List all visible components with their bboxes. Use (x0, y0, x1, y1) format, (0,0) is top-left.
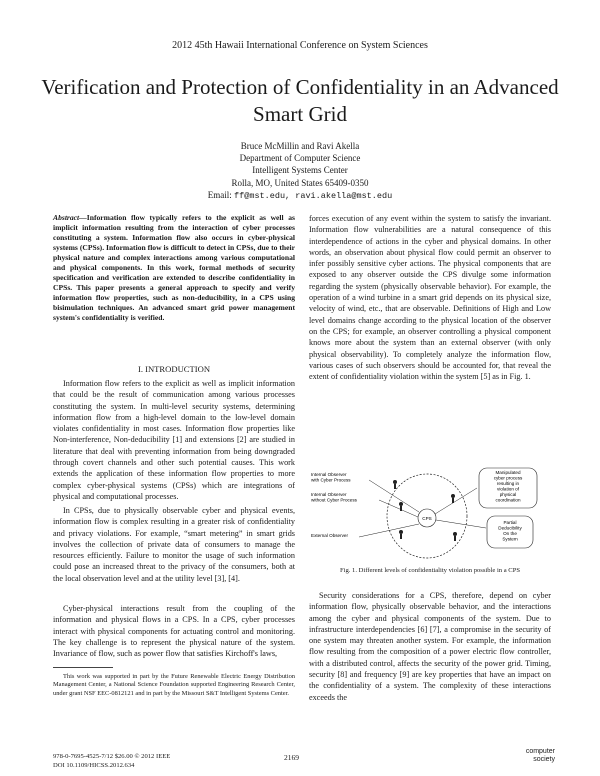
abstract-text: Information flow typically refers to the explicit as well as implicit information resulting from the interaction of cyber processes constituting a system. Information flow also occurs in cyber-physical systems (CPSs). Information flow is difficult to detect in CPSs, due to their physical nature and complex interactions among various computational and physical components. In this work, formal methods of security specification and verification are extended to describe confidentiality in CPSs. This paper presents a general approach to specify and verify information flow properties, such as non-deducibility, in a CPS using bisimulation techniques. An advanced smart grid power management system's confidentiality is verified. (53, 213, 295, 322)
conference-header: 2012 45th Hawaii International Conference on System Sciences (172, 40, 428, 51)
paragraph-text: Cyber-physical interactions result from the coupling of the information and physical flows in a CPS. In a CPS, cyber processes interact with physical components for actuating control and monitoring. The key challenge is to represent the physical nature of the system. Invariance of flow, such as power flow that satisfies Kirchoff's laws, (53, 604, 295, 659)
email-label: Email: (207, 189, 235, 200)
observer-person-icon (399, 502, 403, 511)
observer-person-icon (393, 480, 397, 489)
paper-title: Verification and Protection of Confidentiality in an Advanced Smart Grid (41, 75, 559, 126)
intro-paragraph-3 (53, 603, 295, 659)
observer-internal-without-label: Internal Observer without Cyber Process (311, 492, 357, 503)
paragraph-text: Information flow refers to the explicit as well as implicit information that could be the result of communication among various processes constituting the system. In multi-level security systems, determining information flow from a high-level domain to the low-level domain violates confidentiality in most cases. Information flow properties like Non-interference, Non-deducibility [1] and extensions [2] are studied in literature that deal with preventing information from being downgraded through covert channels and other such potential causes. This work extends the application of these information flow properties to more complex cyber-physical systems (CPSs) which are integrations of physical and computational processes. (53, 379, 295, 501)
observer-external-label: External Observer (311, 533, 349, 538)
doi-line: DOI 10.1109/HICSS.2012.634 (53, 761, 135, 769)
publication-info (53, 753, 170, 770)
observer-person-icon (399, 530, 403, 539)
author-names: Bruce McMillin and Ravi Akella (240, 141, 360, 151)
paragraph-text: Security considerations for a CPS, therefore, depend on cyber information flow, physically observable behavior, and the interactions among the cyber and physical components of the system. Due to infrastructure interdependencies [6] [7], a compromise in the security of one system may threaten another system. For example, the information flow resulting from the composition of a power electric flow controller, with a distributed control, affects the security of the power grid. Timing, security [8] and frequency [9] are key properties that have an impact on the confidentiality of a system. The complexity of these interactions exceeds the (309, 591, 551, 702)
observer-internal-with-label: Internal Observer with Cyber Process (311, 472, 351, 483)
paragraph-text: forces execution of any event within the system to satisfy the invariant. Information flow vulnerabilities are a natural consequence of this interdependence of actions in the cyber and physical domains. In other words, an observation about physical flow could permit an observer to infer possibly sensitive cyber actions. The physical components that are exposed to any observer outside the CPS divulge some information regarding the system (physically observable behavior). For example, the operation of a wind turbine in a smart grid depends on its physical size, velocity of wind, etc., that are observable. Definitions of High and Low level domains change according to the physical location of the observer on the CPS; for example, an observer controlling a physical component knows more about the system than an external observer (with only physical observability). To completely analyze the information flow, various cases of such observers should be accounted for, that reveal the extent of confidentiality violation within the system [5] as in Fig. 1. (309, 214, 551, 382)
manipulated-label: Manipulated cyber process resulting in violation of physical coordination (493, 470, 523, 503)
computer-society-logo (500, 748, 555, 770)
page-number: 2169 (284, 753, 299, 762)
figure-1-caption: Fig. 1. Different levels of confidentiality violation possible in a CPS (339, 567, 521, 574)
isbn-line: 978-0-7695-4525-7/12 $26.00 © 2012 IEEE (53, 753, 171, 760)
intro-paragraph-1 (53, 378, 295, 502)
logo-line-2: society (533, 755, 555, 763)
abstract-label: Abstract— (53, 213, 87, 222)
abstract (53, 213, 295, 323)
observer-person-icon (451, 494, 455, 503)
author-block (0, 140, 600, 202)
footnote: This work was supported in part by the Future Renewable Electric Energy Distribution Management Center, a National Science Foundation supported Engineering Research Center, under grant NSF EEC-0812121 and in part by the Missouri S&T Intelligent Systems Center. (53, 673, 295, 697)
author-email: ff@mst.edu, ravi.akella@mst.edu (234, 190, 393, 201)
logo-line-1: computer (525, 748, 555, 755)
intro-paragraph-2 (53, 505, 295, 584)
right-paragraph-1 (309, 213, 551, 382)
observer-person-icon (453, 532, 457, 541)
footnote-rule (53, 667, 113, 668)
author-dept: Department of Computer Science (239, 153, 361, 164)
author-center: Intelligent Systems Center (252, 165, 348, 176)
author-address: Rolla, MO, United States 65409-0350 (231, 177, 369, 188)
section-heading-introduction: I. INTRODUCTION (137, 364, 211, 374)
author-email-line (0, 189, 600, 202)
figure-1-diagram (309, 462, 551, 562)
partial-label: Partial Deducibility On the System (498, 520, 522, 542)
cps-label: CPS (422, 516, 432, 521)
paragraph-text: In CPSs, due to physically observable cyber and physical events, information flow is complex resulting in a greater risk of confidentiality and privacy violations. For example, “smart metering” in smart grids involves the collection of private data of consumers to manage the resources efficiently. Failure to monitor the usage of such information could pose an increased threat to the privacy of the consumers, both at the local observation level and at the utility level [3], [4]. (53, 506, 295, 583)
right-paragraph-2 (309, 590, 551, 703)
